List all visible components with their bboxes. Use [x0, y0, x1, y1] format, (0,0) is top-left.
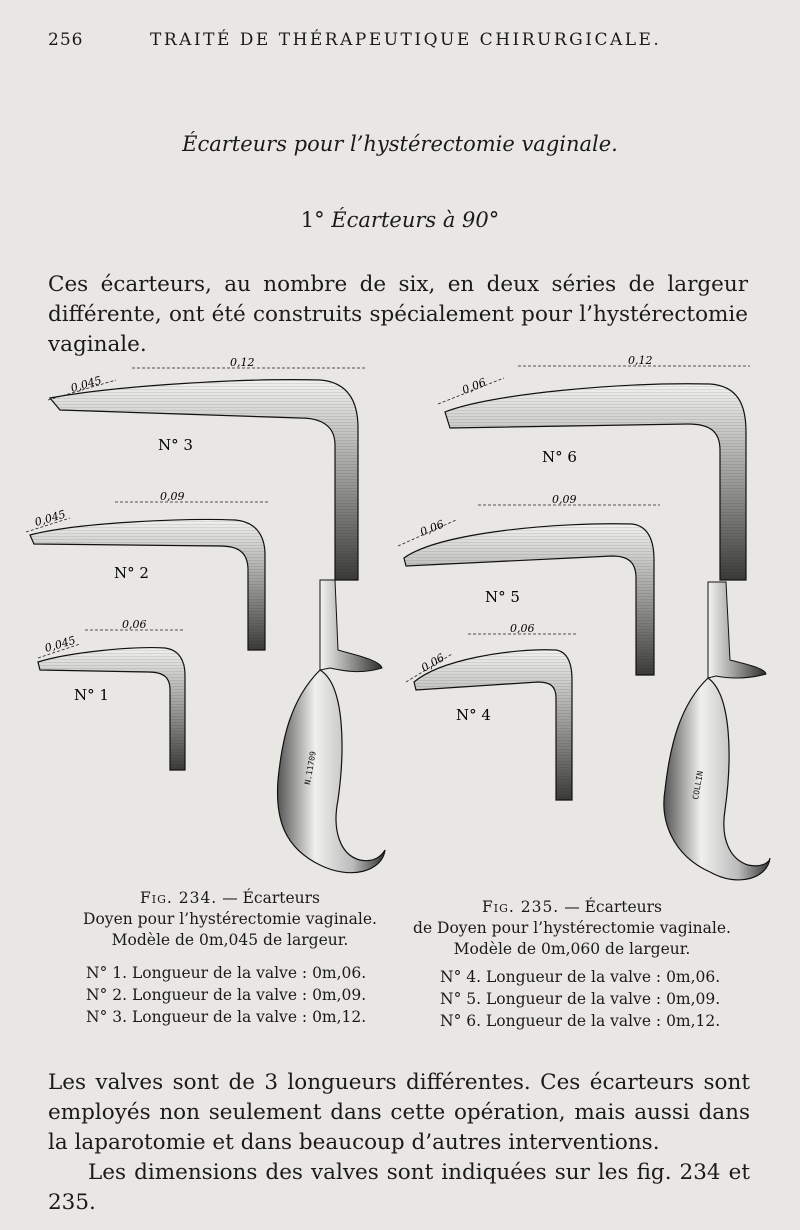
label-no5: N° 5	[485, 588, 520, 606]
fig-235-item: N° 5. Longueur de la valve : 0m,09.	[440, 990, 721, 1008]
dim-left-no2-length: 0,09	[160, 490, 185, 503]
handle-stamp-left: N.11709	[303, 750, 318, 786]
dim-right-no6-length: 0,12	[628, 354, 653, 367]
label-no3: N° 3	[158, 436, 193, 454]
closing-text	[48, 1068, 750, 1218]
fig-234-line1: — Écarteurs	[222, 889, 321, 907]
subsection-text: Écarteurs à 90°	[331, 208, 500, 232]
section-title: Écarteurs pour l’hystérectomie vaginale.	[182, 132, 618, 156]
fig-234-number: Fig. 234.	[139, 889, 218, 907]
dim-right-no6-width: 0,06	[460, 375, 488, 397]
dim-left-no1-length: 0,06	[122, 618, 147, 631]
closing-paragraph-2: Les dimensions des valves sont indiquées sur les fig. 234 et 235.	[48, 1160, 750, 1215]
retractor-no4	[414, 650, 572, 800]
fig-234-item: N° 1. Longueur de la valve : 0m,06.	[86, 964, 367, 982]
closing-paragraph-1: Les valves sont de 3 longueurs différentes. Ces écarteurs sont employés non seulement dans cette opération, mais aussi dans la laparotomie et dans beaucoup d’autres interventions.	[48, 1070, 750, 1155]
dim-right-no4-width: 0,06	[419, 651, 447, 675]
retractor-no2	[30, 520, 265, 650]
label-no2: N° 2	[114, 564, 149, 582]
subsection-title	[0, 208, 800, 232]
subsection-prefix: 1°	[300, 208, 325, 232]
label-no6: N° 6	[542, 448, 577, 466]
dim-right-no4-length: 0,06	[510, 622, 535, 635]
page-number: 256	[48, 30, 84, 50]
dim-left-no1-width: 0,045	[43, 633, 78, 655]
fig-234-line2: Doyen pour l’hystérectomie vaginale.	[83, 910, 377, 928]
caption-fig-234-list	[86, 962, 386, 1028]
fig-235-line3: Modèle de 0m,060 de largeur.	[453, 940, 691, 958]
running-title: TRAITÉ DE THÉRAPEUTIQUE CHIRURGICALE.	[150, 30, 662, 50]
intro-paragraph: Ces écarteurs, au nombre de six, en deux séries de largeur différente, ont été construits spécialement pour l’hystérectomie vaginale.	[48, 272, 748, 357]
retractor-no3	[50, 380, 385, 873]
fig-235-number: Fig. 235.	[481, 898, 560, 916]
dim-right-no5-width: 0,06	[418, 517, 446, 539]
retractor-no6	[445, 384, 770, 880]
label-no4: N° 4	[456, 706, 491, 724]
retractor-no1	[38, 648, 185, 770]
dim-right-no5-length: 0,09	[552, 493, 577, 506]
handle-stamp-right: COLLIN	[691, 770, 705, 801]
fig-235-item: N° 4. Longueur de la valve : 0m,06.	[440, 968, 721, 986]
fig-235-line2: de Doyen pour l’hystérectomie vaginale.	[413, 919, 731, 937]
fig-234-item: N° 2. Longueur de la valve : 0m,09.	[86, 986, 367, 1004]
running-header	[0, 26, 800, 54]
label-no1: N° 1	[74, 686, 109, 704]
dim-left-no3-length: 0,12	[230, 356, 255, 369]
dim-left-no2-width: 0,045	[33, 507, 68, 529]
dim-left-no3-width: 0,045	[69, 373, 104, 395]
fig-235-item: N° 6. Longueur de la valve : 0m,12.	[440, 1012, 721, 1030]
caption-fig-235	[412, 897, 732, 960]
caption-fig-235-list	[440, 966, 740, 1032]
caption-fig-234	[70, 888, 390, 951]
fig-234-line3: Modèle de 0m,045 de largeur.	[111, 931, 349, 949]
fig-235-line1: — Écarteurs	[564, 898, 663, 916]
fig-234-item: N° 3. Longueur de la valve : 0m,12.	[86, 1008, 367, 1026]
retractor-illustration	[20, 350, 790, 890]
